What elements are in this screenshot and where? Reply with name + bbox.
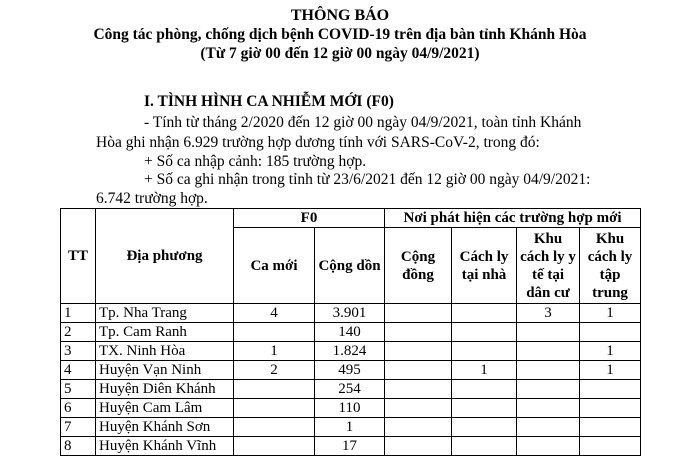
cell-cong-don: 1 [315,418,385,437]
cell-tap-trung [580,418,641,437]
cell-name: Huyện Diên Khánh [96,380,234,399]
cell-cong-don: 110 [315,399,385,418]
cell-cong-don: 3.901 [315,304,385,323]
cell-ca-moi [234,418,315,437]
cell-tap-trung: 1 [580,361,641,380]
cell-cong-dong [385,342,452,361]
cell-cong-don: 495 [315,361,385,380]
cell-cong-don: 140 [315,323,385,342]
cell-cong-dong [385,437,452,456]
cell-ca-moi [234,380,315,399]
cell-tai-nha [452,418,517,437]
cell-yte [517,361,580,380]
table-row [61,323,641,342]
cell-tap-trung [580,437,641,456]
paragraph-line: Hòa ghi nhận 6.929 trường hợp dương tính với SARS-CoV-2, trong đó: [96,134,540,151]
cell-tt: 1 [61,304,96,323]
header-tt: TT [61,209,96,304]
header-cong-dong: Cộng đồng [385,228,452,304]
cell-tt: 5 [61,380,96,399]
cell-cong-dong [385,361,452,380]
cell-tt: 2 [61,323,96,342]
table-row [61,399,641,418]
header-khu-cach-ly-tap-trung: Khu cách ly tập trung [580,228,641,304]
cell-tai-nha [452,304,517,323]
cell-name: Tp. Cam Ranh [96,323,234,342]
cell-tai-nha [452,399,517,418]
table-row [61,361,641,380]
cell-name: Tp. Nha Trang [96,304,234,323]
cell-cong-don: 254 [315,380,385,399]
cell-tap-trung [580,380,641,399]
cell-cong-dong [385,380,452,399]
table-row [61,437,641,456]
cell-ca-moi: 1 [234,342,315,361]
cell-tt: 7 [61,418,96,437]
cell-tt: 6 [61,399,96,418]
cell-name: Huyện Khánh Sơn [96,418,234,437]
header-khu-cach-ly-yte: Khu cách ly y tế tại dân cư [517,228,580,304]
cell-name: Huyện Khánh Vĩnh [96,437,234,456]
cell-ca-moi: 4 [234,304,315,323]
paragraph-line: 6.742 trường hợp. [96,190,208,207]
document-subtitle: Công tác phòng, chống dịch bệnh COVID-19 trên địa bàn tỉnh Khánh Hòa [93,26,587,43]
cell-ca-moi: 2 [234,361,315,380]
covid-cases-table [60,208,641,456]
table-row [61,342,641,361]
cell-yte [517,342,580,361]
cell-tap-trung: 1 [580,304,641,323]
header-cong-don: Cộng dồn [315,228,385,304]
cell-tai-nha: 1 [452,361,517,380]
cell-tt: 4 [61,361,96,380]
cell-ca-moi [234,323,315,342]
cell-yte [517,380,580,399]
cell-tai-nha [452,342,517,361]
cell-tap-trung [580,399,641,418]
cell-yte [517,323,580,342]
header-ca-moi: Ca mới [234,228,315,304]
cell-cong-dong [385,304,452,323]
paragraph-line: + Số ca nhập cảnh: 185 trường hợp. [144,153,367,170]
cell-tap-trung [580,323,641,342]
cell-tt: 8 [61,437,96,456]
cell-yte [517,437,580,456]
document-period: (Từ 7 giờ 00 đến 12 giờ 00 ngày 04/9/2021) [200,45,480,62]
cell-yte [517,418,580,437]
cell-ca-moi [234,437,315,456]
cell-name: Huyện Vạn Ninh [96,361,234,380]
header-cach-ly-tai-nha: Cách ly tại nhà [452,228,517,304]
table-row [61,418,641,437]
cell-tai-nha [452,323,517,342]
paragraph-line: + Số ca ghi nhận trong tỉnh từ 23/6/2021 đến 12 giờ 00 ngày 04/9/2021: [144,171,591,188]
table-row [61,380,641,399]
cell-tai-nha [452,380,517,399]
table-row [61,304,641,323]
cell-cong-dong [385,323,452,342]
header-noi-phat-hien: Nơi phát hiện các trường hợp mới [385,209,641,228]
cell-cong-dong [385,418,452,437]
cell-yte [517,399,580,418]
cell-cong-don: 17 [315,437,385,456]
header-f0: F0 [234,209,385,228]
cell-cong-dong [385,399,452,418]
cell-name: Huyện Cam Lâm [96,399,234,418]
paragraph-line: - Tính từ tháng 2/2020 đến 12 giờ 00 ngày 04/9/2021, toàn tỉnh Khánh [144,114,582,131]
cell-tt: 3 [61,342,96,361]
document-title: THÔNG BÁO [290,7,390,24]
cell-tai-nha [452,437,517,456]
header-dia-phuong: Địa phương [96,209,234,304]
cell-yte: 3 [517,304,580,323]
cell-tap-trung: 1 [580,342,641,361]
cell-cong-don: 1.824 [315,342,385,361]
cell-name: TX. Ninh Hòa [96,342,234,361]
cell-ca-moi [234,399,315,418]
section-heading: I. TÌNH HÌNH CA NHIỄM MỚI (F0) [144,93,394,110]
